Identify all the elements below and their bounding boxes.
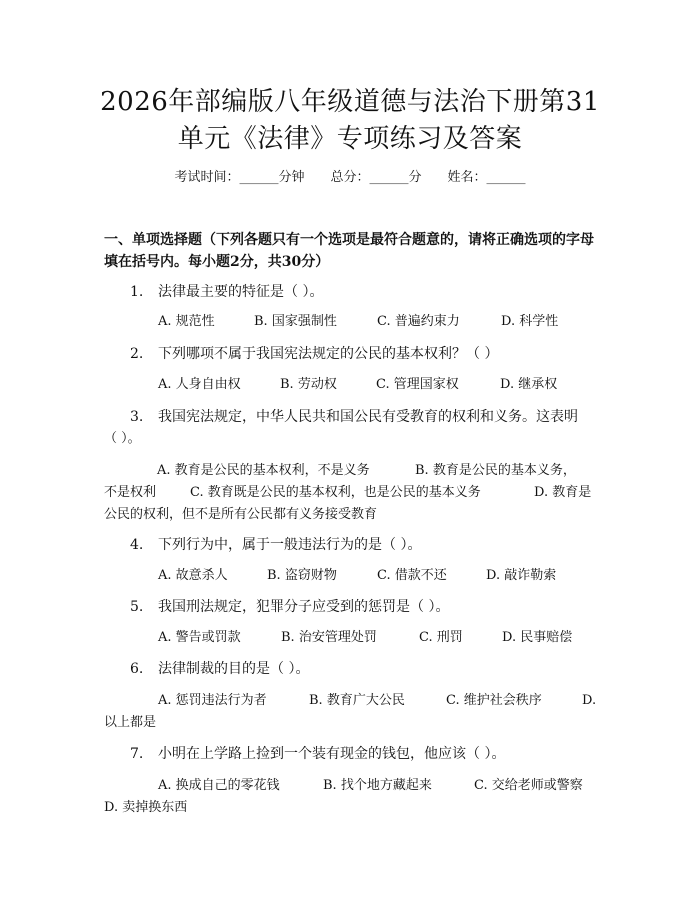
option-c: C. 维护社会秩序: [446, 693, 542, 708]
option-b: B. 找个地方藏起来: [323, 778, 432, 793]
question-3-options-line-2: [104, 482, 600, 504]
question-3-text-line-2: （ ）。: [104, 431, 141, 446]
option-b: B. 盗窃财物: [267, 568, 337, 583]
option-c: C. 借款不还: [377, 568, 447, 583]
option-c: C. 交给老师或警察: [474, 778, 583, 793]
section-heading-line-2: 填在括号内。每小题2分，共30分）: [104, 254, 330, 270]
option-d: D.: [582, 693, 597, 708]
question-text: 下列行为中，属于一般违法行为的是（ ）。: [158, 537, 422, 553]
option-c: C. 管理国家权: [376, 377, 459, 392]
question-number: 1.: [130, 284, 144, 300]
option-c: C. 普遍约束力: [377, 314, 460, 329]
question-2-options: [158, 374, 557, 396]
question-number: 7.: [130, 746, 144, 762]
exam-info-row: [0, 166, 700, 190]
option-b: B. 治安管理处罚: [281, 630, 377, 645]
option-a: A. 教育是公民的基本权利，不是义务: [157, 463, 370, 478]
question-7-options-line-1: [104, 775, 600, 797]
document-title-line-2: 单元《法律》专项练习及答案: [177, 124, 523, 154]
question-4-options: [158, 565, 556, 587]
question-6-options-line-2: 以上都是: [104, 715, 157, 730]
question-number: 4.: [130, 537, 144, 553]
document-title-line-1: 2026年部编版八年级道德与法治下册第31: [100, 87, 600, 117]
question-1-options: [158, 311, 558, 333]
question-text-line-1: 我国宪法规定，中华人民共和国公民有受教育的权利和义务。这表明: [158, 409, 578, 425]
question-text: 我国刑法规定，犯罪分子应受到的惩罚是（ ）。: [158, 599, 450, 615]
option-d: D. 教育是: [534, 485, 592, 500]
question-number: 2.: [130, 346, 144, 362]
option-d: D. 民事赔偿: [502, 630, 573, 645]
section-heading-line-1: 一、单项选择题（下列各题只有一个选项是最符合题意的，请将正确选项的字母: [104, 232, 594, 248]
question-3-options-line-1: [104, 460, 600, 482]
total-score-field: 总分：______分: [330, 170, 422, 185]
question-number: 3.: [130, 409, 144, 425]
exam-time-field: 考试时间：______分钟: [174, 170, 305, 185]
option-b: B. 教育是公民的基本义务，: [415, 463, 576, 478]
option-b-continued: 不是权利: [104, 485, 157, 500]
question-text: 小明在上学路上捡到一个装有现金的钱包，他应该（ ）。: [158, 746, 506, 762]
question-2: [130, 343, 498, 365]
question-6: [130, 658, 309, 680]
question-5-options: [158, 627, 572, 649]
option-b: B. 劳动权: [280, 377, 337, 392]
option-d: D. 敲诈勒索: [486, 568, 557, 583]
option-c: C. 刑罚: [419, 630, 463, 645]
option-a: A. 规范性: [158, 314, 215, 329]
question-7-options-line-2: D. 卖掉换东西: [104, 800, 188, 815]
question-text: 下列哪项不属于我国宪法规定的公民的基本权利？（ ）: [158, 346, 499, 362]
question-6-options-line-1: [104, 690, 600, 712]
option-a: A. 惩罚违法行为者: [158, 693, 267, 708]
question-text: 法律制裁的目的是（ ）。: [158, 661, 310, 677]
question-number: 5.: [130, 599, 144, 615]
question-5: [130, 596, 449, 618]
question-4: [130, 534, 421, 556]
question-3: [130, 406, 578, 428]
option-b: B. 教育广大公民: [309, 693, 405, 708]
option-a: A. 换成自己的零花钱: [158, 778, 280, 793]
option-a: A. 警告或罚款: [158, 630, 241, 645]
question-number: 6.: [130, 661, 144, 677]
question-text: 法律最主要的特征是（ ）。: [158, 284, 324, 300]
question-1: [130, 281, 323, 303]
option-a: A. 故意杀人: [158, 568, 228, 583]
option-d: D. 继承权: [500, 377, 558, 392]
question-3-options-line-3: 公民的权利，但不是所有公民都有义务接受教育: [104, 507, 378, 522]
option-d: D. 科学性: [501, 314, 559, 329]
option-c: C. 教育既是公民的基本权利，也是公民的基本义务: [190, 485, 481, 500]
option-a: A. 人身自由权: [158, 377, 241, 392]
student-name-field: 姓名：______: [447, 170, 526, 185]
question-7: [130, 743, 505, 765]
option-b: B. 国家强制性: [254, 314, 337, 329]
